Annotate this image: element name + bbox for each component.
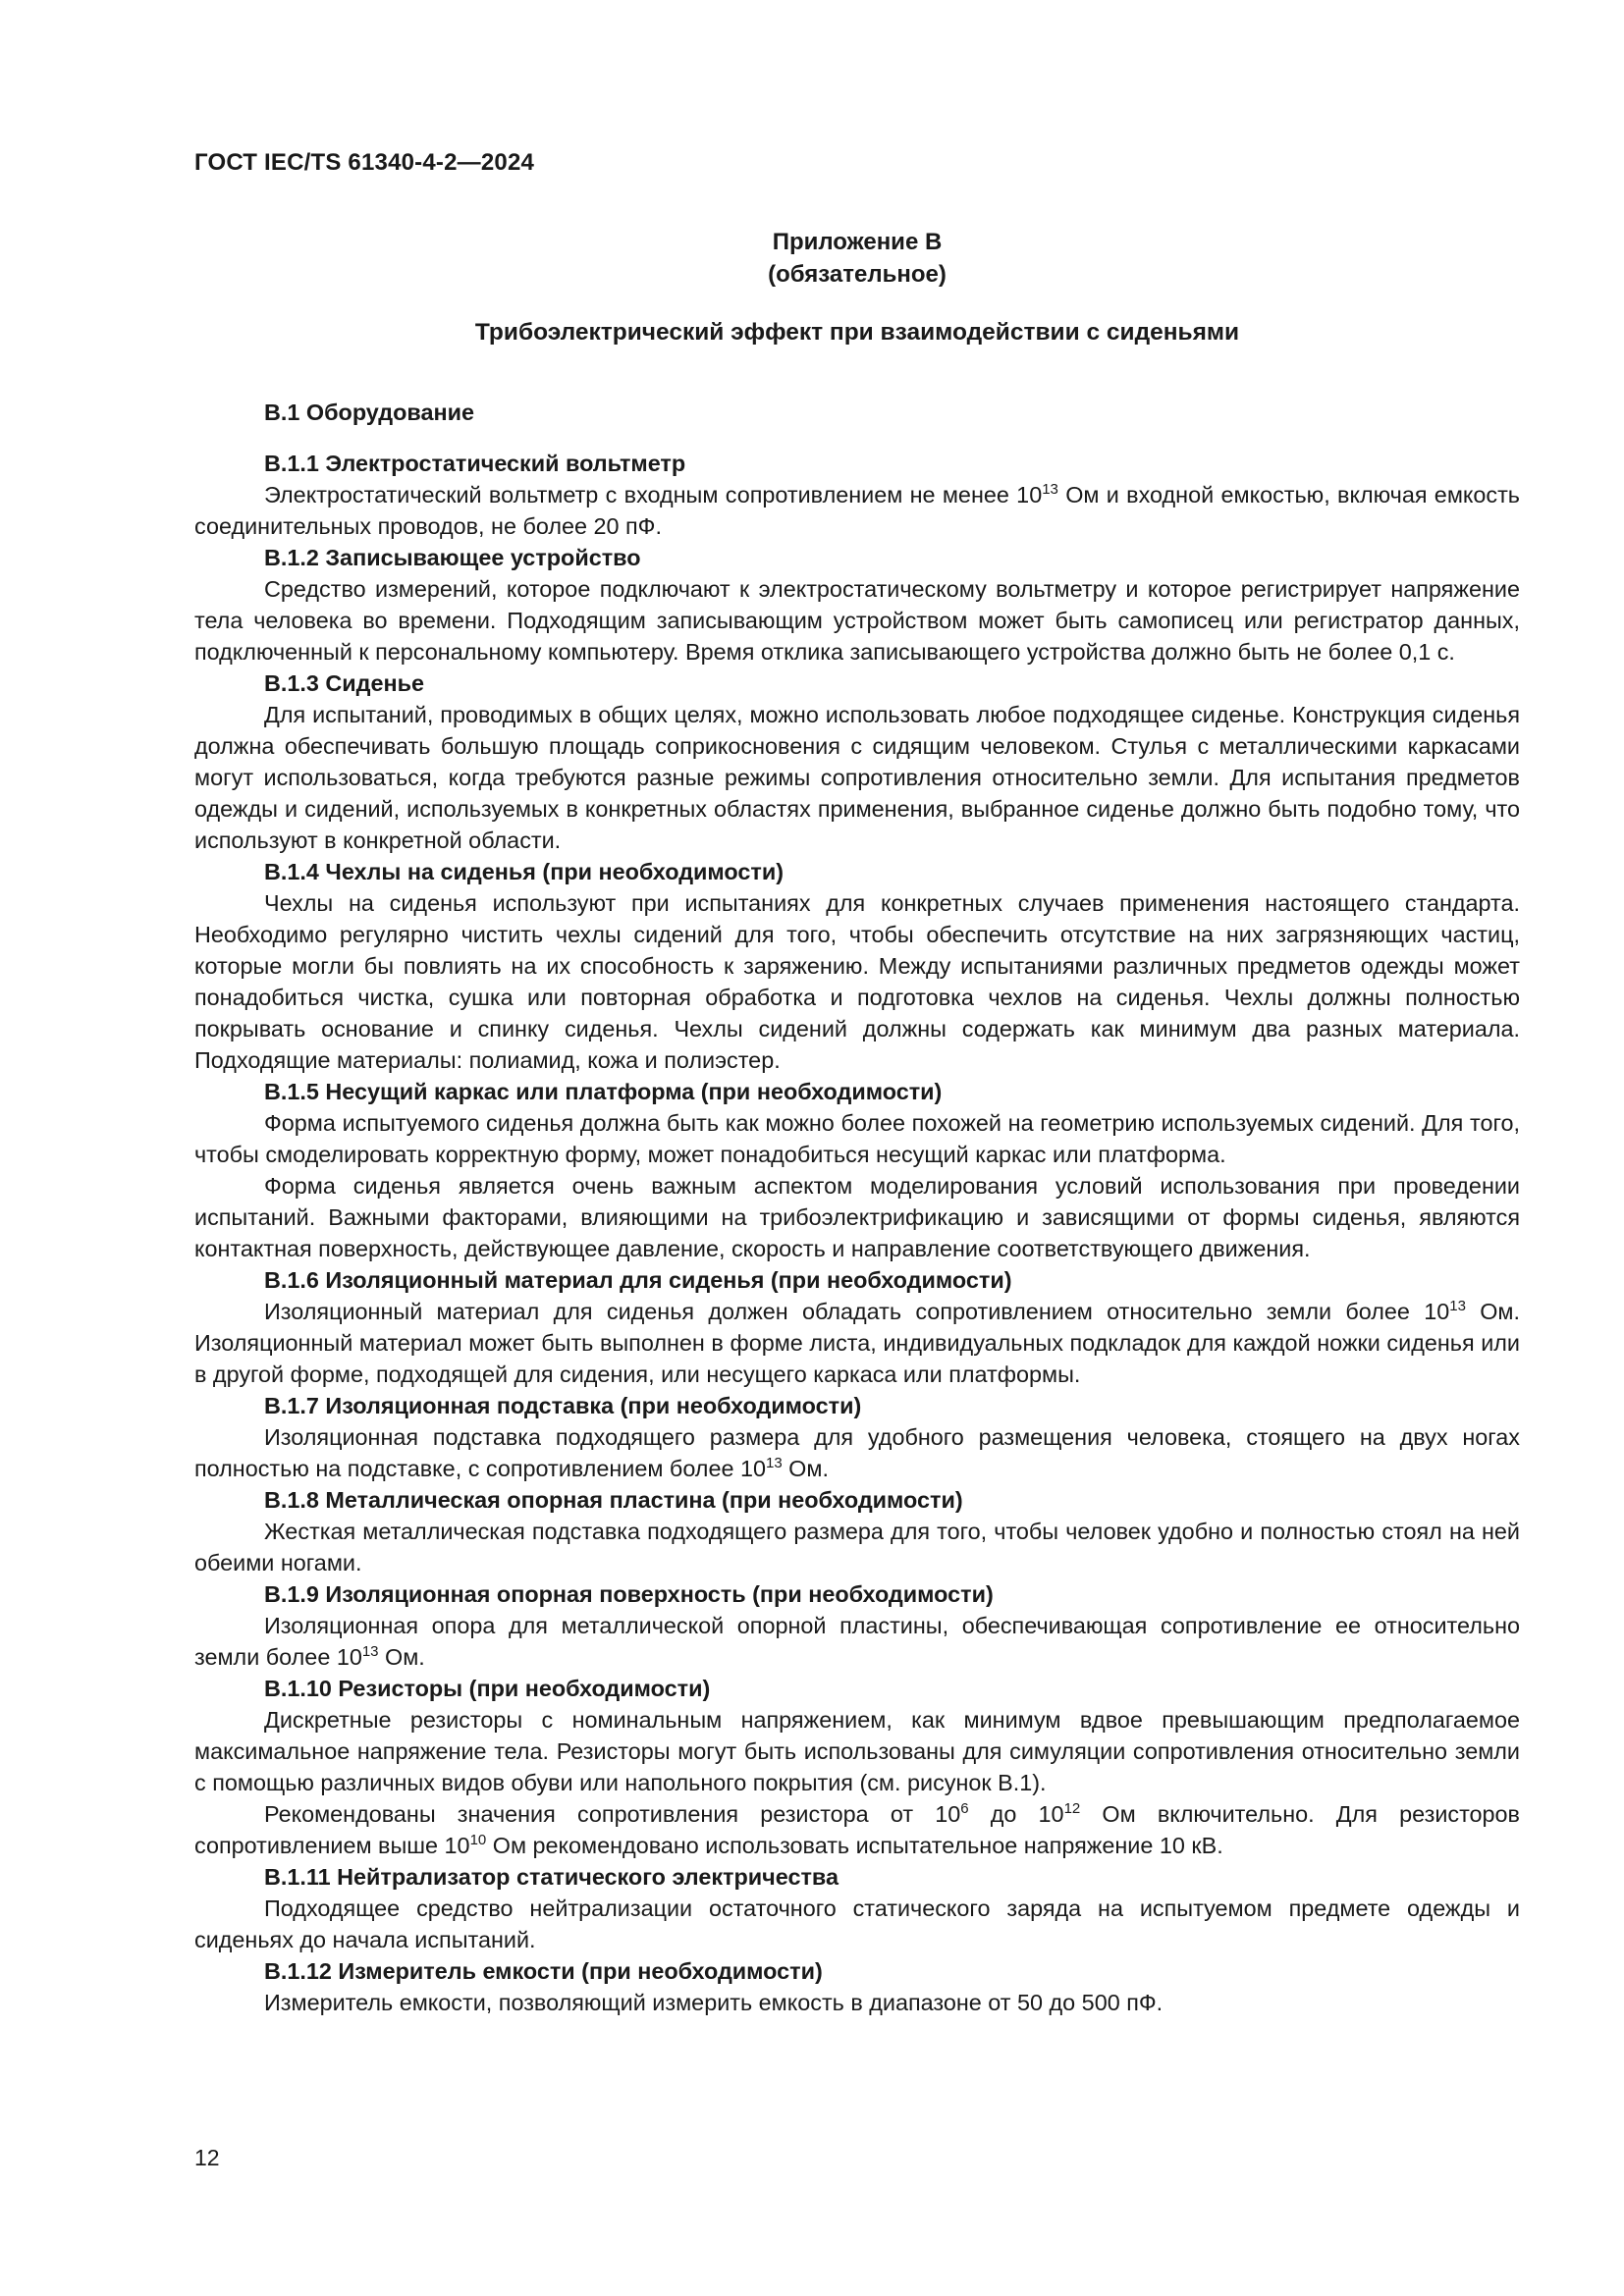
subsection-heading: В.1.3 Сиденье — [264, 670, 425, 696]
paragraph: Изоляционная подставка подходящего размера для удобного размещения человека, стоящего на двух ногах полностью на подставке, с сопротивлением более $10^{13}$ Ом. — [194, 1424, 1520, 1481]
paragraph: Чехлы на сиденья используют при испытаниях для конкретных случаев применения настоящего стандарта. Необходимо регулярно чистить чехлы сидений для того, чтобы обеспечить отсутствие на них загрязняющих частиц, которые могли бы повлиять на их способность к заряжению. Между испытаниями различных предметов одежды может понадобиться чистка, сушка или повторная обработка и подготовка чехлов на сиденья. Чехлы должны полностью покрывать основание и спинку сиденья. Чехлы сидений должны содержать как минимум два разных материала. Подходящие материалы: полиамид, кожа и полиэстер. — [194, 890, 1520, 1073]
subsection-heading: В.1.6 Изоляционный материал для сиденья (при необходимости) — [264, 1267, 1012, 1293]
paragraph: Измеритель емкости, позволяющий измерить емкость в диапазоне от 50 до 500 пФ. — [264, 1990, 1164, 2015]
page-number: 12 — [194, 2145, 220, 2170]
subsection-heading: В.1.12 Измеритель емкости (при необходимости) — [264, 1958, 823, 1984]
paragraph: Дискретные резисторы с номинальным напряжением, как минимум вдвое превышающим предполагаемое максимальное напряжение тела. Резисторы могут быть использованы для симуляции сопротивления относительно земли с помощью различных видов обуви или напольного покрытия (см. рисунок В.1). — [194, 1707, 1520, 1795]
paragraph: Для испытаний, проводимых в общих целях, можно использовать любое подходящее сиденье. Конструкция сиденья должна обеспечивать большую площадь соприкосновения с сидящим человеком. Стулья с металлическими каркасами могут использоваться, когда требуются разные режимы сопротивления относительно земли. Для испытания предметов одежды и сидений, используемых в конкретных областях применения, выбранное сиденье должно быть подобно тому, что используют в конкретной области. — [194, 702, 1520, 853]
subsection-heading: В.1.8 Металлическая опорная пластина (при необходимости) — [264, 1487, 963, 1513]
document-body — [194, 397, 1520, 2018]
subsection-heading: В.1.4 Чехлы на сиденья (при необходимости) — [264, 859, 785, 884]
subsection-heading: В.1.5 Несущий каркас или платформа (при необходимости) — [264, 1079, 943, 1104]
paragraph: Изоляционная опора для металлической опорной пластины, обеспечивающая сопротивление ее относительно земли более $10^{13}$ Ом. — [194, 1613, 1520, 1670]
subsection-heading: В.1.11 Нейтрализатор статического электричества — [264, 1864, 839, 1890]
subsection-heading: В.1.9 Изоляционная опорная поверхность (при необходимости) — [264, 1581, 994, 1607]
standard-header: ГОСТ IEC/TS 61340-4-2—2024 — [194, 149, 535, 176]
paragraph: Изоляционный материал для сиденья должен обладать сопротивлением относительно земли более $10^{13}$ Ом. Изоляционный материал может быть выполнен в форме листа, индивидуальных подкладок для каждой ножки сиденья или в другой форме, подходящей для сидения, или несущего каркаса или платформы. — [194, 1298, 1520, 1387]
appendix-label: Приложение В — [772, 229, 943, 255]
paragraph: Форма сиденья является очень важным аспектом моделирования условий использования при проведении испытаний. Важными факторами, влияющими на трибоэлектрификацию и зависящими от формы сиденья, являются контактная поверхность, действующее давление, скорость и направление соответствующего движения. — [194, 1173, 1520, 1261]
subsection-heading: В.1.7 Изоляционная подставка (при необходимости) — [264, 1393, 862, 1418]
paragraph: Электростатический вольтметр с входным сопротивлением не менее $10^{13}$ Ом и входной емкостью, включая емкость соединительных проводов, не более 20 пФ. — [194, 481, 1520, 539]
paragraph: Рекомендованы значения сопротивления резистора от $10^6$ до $10^{12}$ Ом включительно. Для резисторов сопротивлением выше $10^{10}$ Ом рекомендовано использовать испытательное напряжение 10 кВ. — [194, 1800, 1520, 1858]
section-heading: В.1 Оборудование — [264, 400, 474, 425]
appendix-status: (обязательное) — [768, 261, 947, 288]
appendix-heading — [194, 226, 1520, 291]
paragraph: Подходящее средство нейтрализации остаточного статического заряда на испытуемом предмете одежды и сиденьях до начала испытаний. — [194, 1896, 1520, 1952]
paragraph: Жесткая металлическая подставка подходящего размера для того, чтобы человек удобно и полностью стоял на ней обеими ногами. — [194, 1519, 1520, 1575]
paragraph: Форма испытуемого сиденья должна быть как можно более похожей на геометрию используемых сидений. Для того, чтобы смоделировать корректную форму, может понадобиться несущий каркас или платформа. — [194, 1110, 1520, 1167]
appendix-title: Трибоэлектрический эффект при взаимодействии с сиденьями — [474, 319, 1240, 346]
subsection-heading: В.1.10 Резисторы (при необходимости) — [264, 1676, 711, 1701]
subsection-heading: В.1.2 Записывающее устройство — [264, 545, 641, 570]
subsection-heading: В.1.1 Электростатический вольтметр — [264, 451, 686, 476]
paragraph: Средство измерений, которое подключают к электростатическому вольтметру и которое регистрирует напряжение тела человека во времени. Подходящим записывающим устройством может быть самописец или регистратор данных, подключенный к персональному компьютеру. Время отклика записывающего устройства должно быть не более 0,1 с. — [194, 576, 1520, 665]
